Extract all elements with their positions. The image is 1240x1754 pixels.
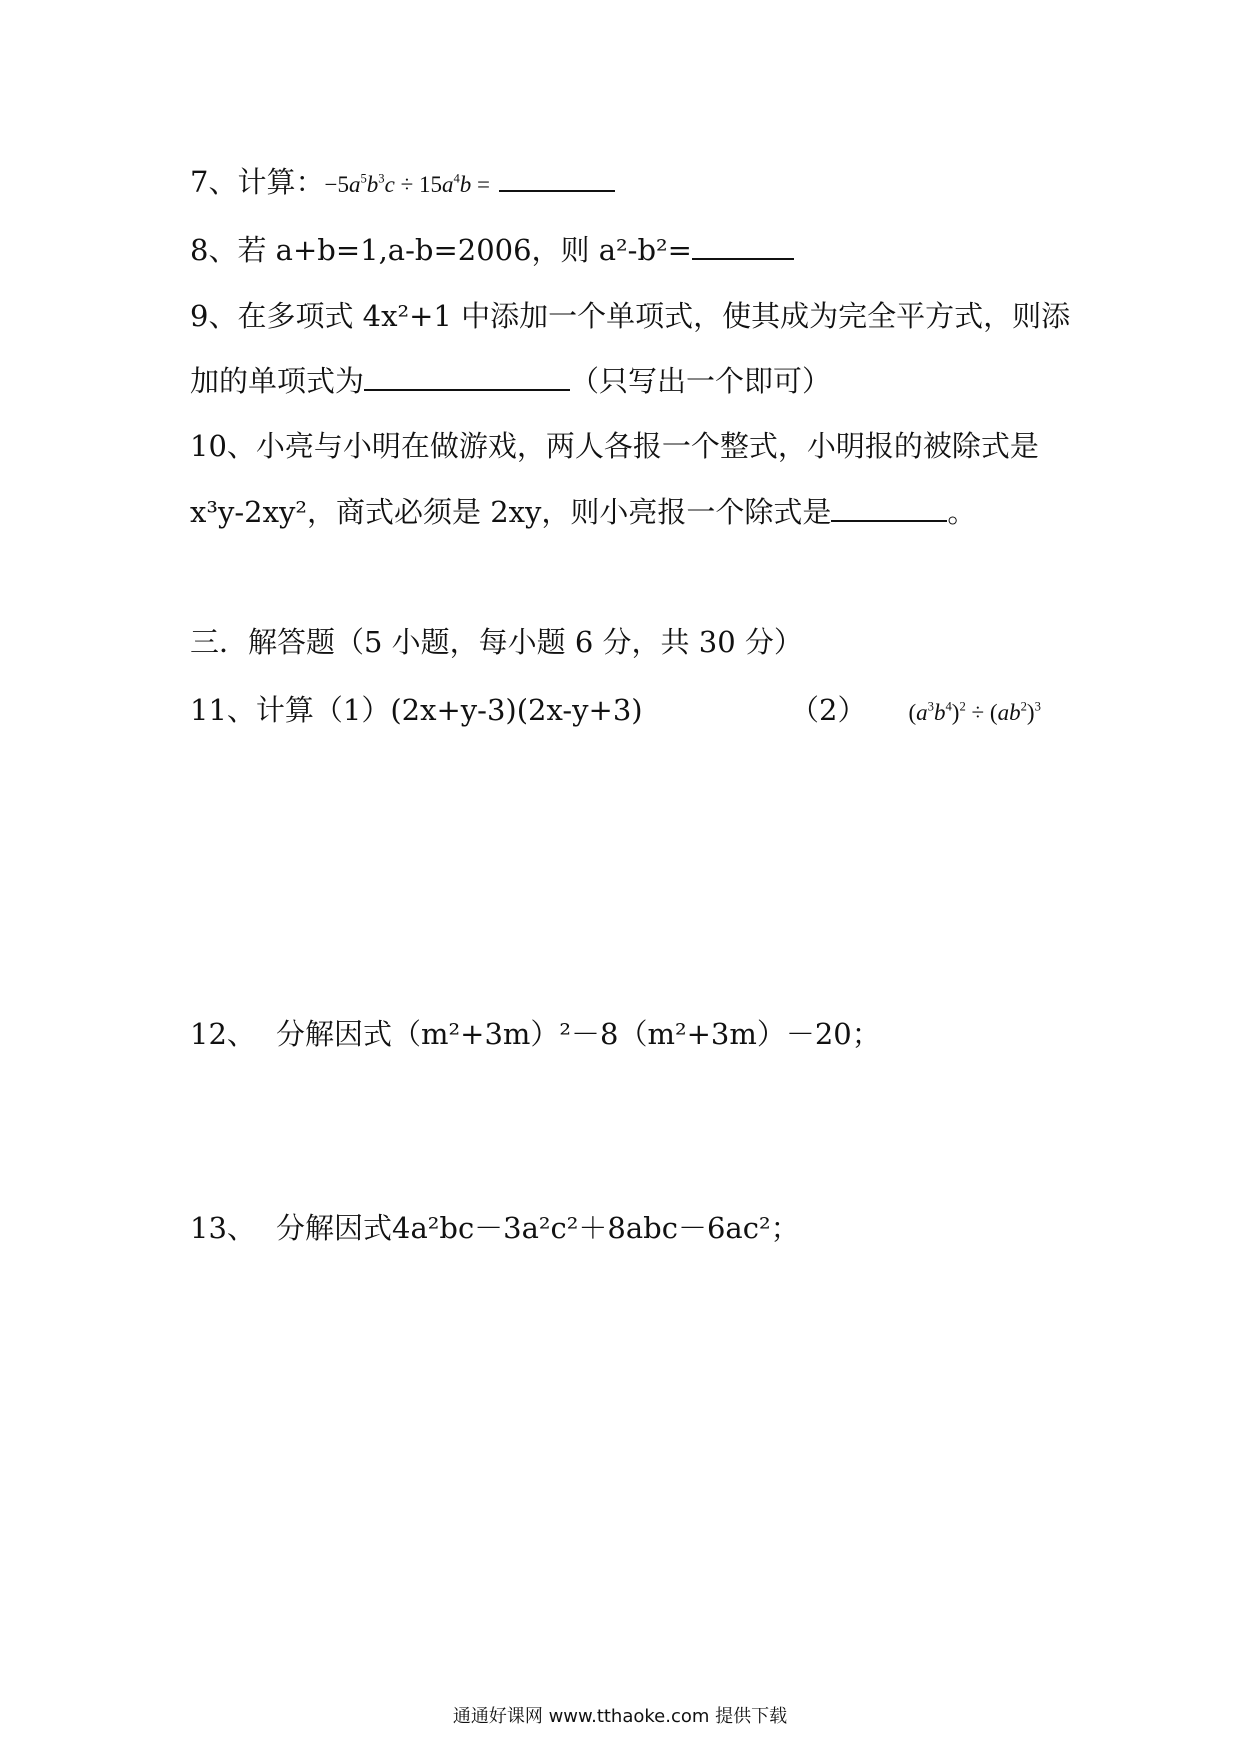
- q7-answer-blank[interactable]: [499, 162, 615, 192]
- q13-label: 分解因式: [276, 1211, 393, 1245]
- q9-note: （只写出一个即可）: [570, 364, 832, 398]
- q10-text-2: x³y-2xy²，商式必须是 2xy，则小亮报一个除式是: [190, 495, 832, 529]
- q7-expression: $-5a^5b^3c \div 15a^4b$ =: [324, 171, 491, 197]
- question-9-line-1: [190, 296, 1070, 336]
- question-9-line-2: [190, 361, 831, 401]
- q8-answer-blank[interactable]: [692, 230, 794, 260]
- q11-label-2: （2）: [790, 693, 867, 727]
- q11-label: 计算（1）: [255, 693, 391, 727]
- q7-number: 7、: [190, 165, 238, 199]
- q11-part-2-expression: $(a^3b^4)^2 \div (ab^2)^3$: [908, 699, 1041, 725]
- section-3-title: 三．解答题（5 小题，每小题 6 分，共 30 分）: [190, 625, 803, 659]
- question-11: [190, 690, 643, 730]
- q13-number: 13、: [190, 1211, 256, 1245]
- q10-number: 10、: [190, 429, 256, 463]
- question-10-line-1: [190, 426, 1039, 466]
- q7-label: 计算：: [237, 165, 325, 199]
- question-8: [190, 230, 794, 270]
- q11-part-1: (2x+y-3)(2x-y+3): [390, 693, 643, 727]
- question-12: [190, 1014, 881, 1054]
- q12-number: 12、: [190, 1017, 256, 1051]
- q10-text-1: 小亮与小明在做游戏，两人各报一个整式，小明报的被除式是: [255, 429, 1039, 463]
- q10-answer-blank[interactable]: [831, 492, 947, 522]
- q9-text-1: 在多项式 4x²+1 中添加一个单项式，使其成为完全平方式，则添: [237, 299, 1071, 333]
- question-7: [190, 162, 615, 205]
- q11-number: 11、: [190, 693, 256, 727]
- question-11-part-2: [790, 690, 1041, 733]
- q9-text-2: 加的单项式为: [190, 364, 365, 398]
- q13-expression: 4a²bc－3a²c²＋8abc－6ac²；: [392, 1211, 800, 1245]
- q8-text: 若 a+b=1,a-b=2006，则 a²-b²=: [237, 233, 692, 267]
- question-10-line-2: [190, 492, 976, 532]
- question-13: [190, 1208, 800, 1248]
- q8-number: 8、: [190, 233, 238, 267]
- q9-number: 9、: [190, 299, 238, 333]
- q12-expression: （m²+3m）²－8（m²+3m）－20；: [392, 1017, 881, 1051]
- page-footer: 通通好课网 www.tthaoke.com 提供下载: [452, 1706, 788, 1727]
- q9-answer-blank[interactable]: [364, 361, 570, 391]
- q12-label: 分解因式: [276, 1017, 393, 1051]
- q10-text-end: 。: [947, 495, 977, 529]
